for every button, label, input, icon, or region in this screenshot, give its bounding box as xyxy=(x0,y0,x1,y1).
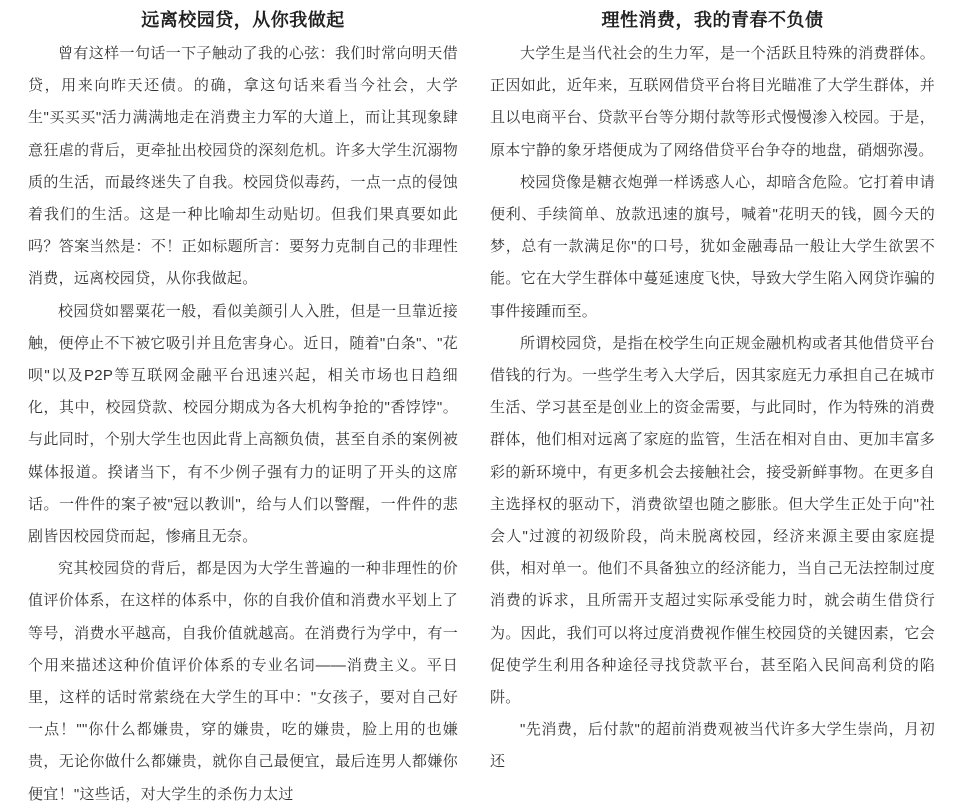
right-essay-paragraph-2: 校园贷像是糖衣炮弹一样诱惑人心，却暗含危险。它打着申请便利、手续简单、放款迅速的旗号，喊着"花明天的钱，圆今天的梦，总有一款满足你"的口号，犹如金融毒品一般让大学生欲罢不能。它在大学生群体中蔓延速度飞快，导致大学生陷入网贷诈骗的事件接踵而至。 xyxy=(490,173,935,320)
right-essay-body xyxy=(490,38,935,779)
essay-page-left xyxy=(28,0,458,803)
left-essay-paragraph-3: 究其校园贷的背后，都是因为大学生普遍的一种非理性的价值评价体系，在这样的体系中，你的自我价值和消费水平划上了等号，消费水平越高，自我价值就越高。在消费行为学中，有一个用来描述这种价值评价体系的专业名词——消费主义。平日里，这样的话时常萦绕在大学生的耳中："女孩子，要对自己好一点！""你什么都嫌贵，穿的嫌贵，吃的嫌贵，脸上用的也嫌贵，无论你做什么都嫌贵，就你自己最便宜，最后连男人都嫌你便宜！"这些话，对大学生的杀伤力太过 xyxy=(28,560,458,803)
right-essay-paragraph-3: 所谓校园贷，是指在校学生向正规金融机构或者其他借贷平台借钱的行为。一些学生考入大学后，因其家庭无力承担自己在城市生活、学习甚至是创业上的资金需要，与此同时，作为特殊的消费群体，他们相对远离了家庭的监管，生活在相对自由、更加丰富多彩的新环境中，有更多机会去接触社会，接受新鲜事物。在更多自主选择权的驱动下，消费欲望也随之膨胀。但大学生正处于向"社会人"过渡的初级阶段，尚未脱离校园，经济来源主要由家庭提供，相对单一。他们不具备独立的经济能力，当自己无法控制过度消费的诉求，且所需开支超过实际承受能力时，就会萌生借贷行为。因此，我们可以将过度消费视作催生校园贷的关键因素，它会促使学生利用各种途径寻找贷款平台，甚至陷入民间高利贷的陷阱。 xyxy=(490,334,935,707)
left-essay-paragraph-1: 曾有这样一句话一下子触动了我的心弦：我们时常向明天借贷，用来向昨天还债。的确，拿这句话来看当今社会，大学生"买买买"活力满满地走在消费主力军的大道上，而让其现象肆意狂虐的背后，更牵扯出校园贷的深刻危机。许多大学生沉溺物质的生活，而最终迷失了自我。校园贷似毒药，一点一点的侵蚀着我们的生活。这是一种比喻却生动贴切。但我们果真要如此吗？答案当然是：不！正如标题所言：要努力克制自己的非理性消费，远离校园贷，从你我做起。 xyxy=(28,45,458,288)
right-essay-paragraph-4: "先消费，后付款"的超前消费观被当代许多大学生崇尚，月初还 xyxy=(490,721,935,771)
essay-page-right xyxy=(490,0,935,771)
right-essay-paragraph-1: 大学生是当代社会的生力军，是一个活跃且特殊的消费群体。正因如此，近年来，互联网借贷平台将目光瞄准了大学生群体，并且以电商平台、贷款平台等分期付款等形式慢慢渗入校园。于是，原本宁静的象牙塔便成为了网络借贷平台争夺的地盘，硝烟弥漫。 xyxy=(490,45,935,159)
left-essay-body xyxy=(28,38,458,811)
right-essay-title: 理性消费，我的青春不负债 xyxy=(601,10,824,30)
left-essay-title: 远离校园贷，从你我做起 xyxy=(141,10,345,30)
left-essay-paragraph-2: 校园贷如罂粟花一般，看似美颜引人入胜，但是一旦靠近接触，便停止不下被它吸引并且危害身心。近日，随着"白条"、"花呗"以及P2P等互联网金融平台迅速兴起，相关市场也日趋细化，其中，校园贷款、校园分期成为各大机构争抢的"香饽饽"。与此同时，个别大学生也因此背上高额负债，甚至自杀的案例被媒体报道。揆诸当下，有不少例子强有力的证明了开头的这席话。一件件的案子被"冠以教训"，给与人们以警醒，一件件的悲剧皆因校园贷而起，惨痛且无奈。 xyxy=(28,302,458,546)
